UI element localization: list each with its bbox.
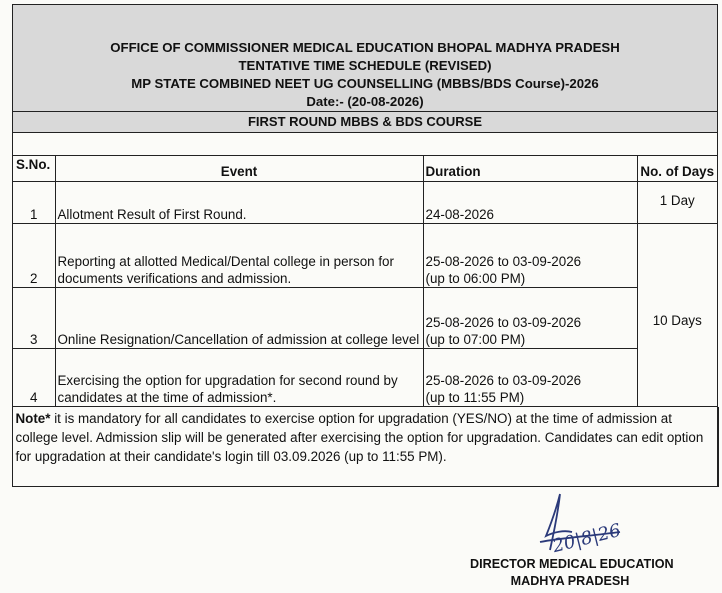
row-sno: 2: [13, 224, 55, 288]
note-label: Note*: [15, 411, 51, 426]
spacer-row: [13, 133, 717, 156]
signatory-state: MADHYA PRADESH: [510, 574, 630, 588]
col-duration: Duration: [423, 156, 637, 182]
duration-time: (up to 11:55 PM): [425, 390, 525, 405]
row-duration: [423, 349, 637, 407]
row-event: Reporting at allotted Medical/Dental college in person for documents verifications and admission.: [55, 224, 423, 288]
note-text: it is mandatory for all candidates to exercise option for upgradation (YES/NO) at the time of admission at college level. Admission slip will be generated after exercising the option for upgradation. Candidates can edit option for upgradation at their candidate's login till 03.09.2026 (up to 11:55 PM).: [15, 411, 704, 464]
signature-date: 20|8|26: [550, 519, 623, 558]
row-event: Exercising the option for upgradation for second round by candidates at the time of admission*.: [55, 349, 423, 407]
duration-time: (up to 07:00 PM): [425, 332, 526, 347]
signatory-title: DIRECTOR MEDICAL EDUCATION: [470, 557, 674, 571]
duration-time: (up to 06:00 PM): [425, 271, 526, 286]
office-title: OFFICE OF COMMISSIONER MEDICAL EDUCATION BHOPAL MADHYA PRADESH: [110, 40, 620, 55]
schedule-title: TENTATIVE TIME SCHEDULE (REVISED): [238, 58, 492, 73]
duration-range: 25-08-2026 to 03-09-2026: [425, 315, 582, 330]
round-subheader: FIRST ROUND MBBS & BDS COURSE: [13, 112, 717, 133]
row-duration: [423, 224, 637, 288]
table-row: [13, 182, 717, 224]
col-days: No. of Days: [637, 156, 717, 182]
row-duration: [423, 288, 637, 349]
signatory-block: [470, 556, 674, 590]
row-event: Online Resignation/Cancellation of admission at college level: [55, 288, 423, 349]
table-header-row: [13, 156, 717, 182]
note-paragraph: [12, 407, 719, 487]
table-row: [13, 288, 717, 349]
document-header: [13, 5, 717, 112]
row-event: Allotment Result of First Round.: [55, 182, 423, 224]
row-days: 1 Day: [637, 182, 717, 224]
table-row: [13, 224, 717, 288]
document-date: Date:- (20-08-2026): [306, 94, 424, 109]
row-sno: 1: [13, 182, 55, 224]
schedule-document: [12, 4, 718, 487]
row-days: 10 Days: [637, 224, 717, 407]
row-sno: 4: [13, 349, 55, 407]
duration-range: 25-08-2026 to 03-09-2026: [425, 254, 582, 269]
col-sno: S.No.: [13, 156, 55, 182]
row-duration: 24-08-2026: [423, 182, 637, 224]
counselling-title: MP STATE COMBINED NEET UG COUNSELLING (MBBS/BDS Course)-2026: [131, 76, 599, 91]
row-sno: 3: [13, 288, 55, 349]
col-event: Event: [55, 156, 423, 182]
duration-range: 25-08-2026 to 03-09-2026: [425, 373, 582, 388]
schedule-table: [13, 156, 717, 407]
table-row: [13, 349, 717, 407]
